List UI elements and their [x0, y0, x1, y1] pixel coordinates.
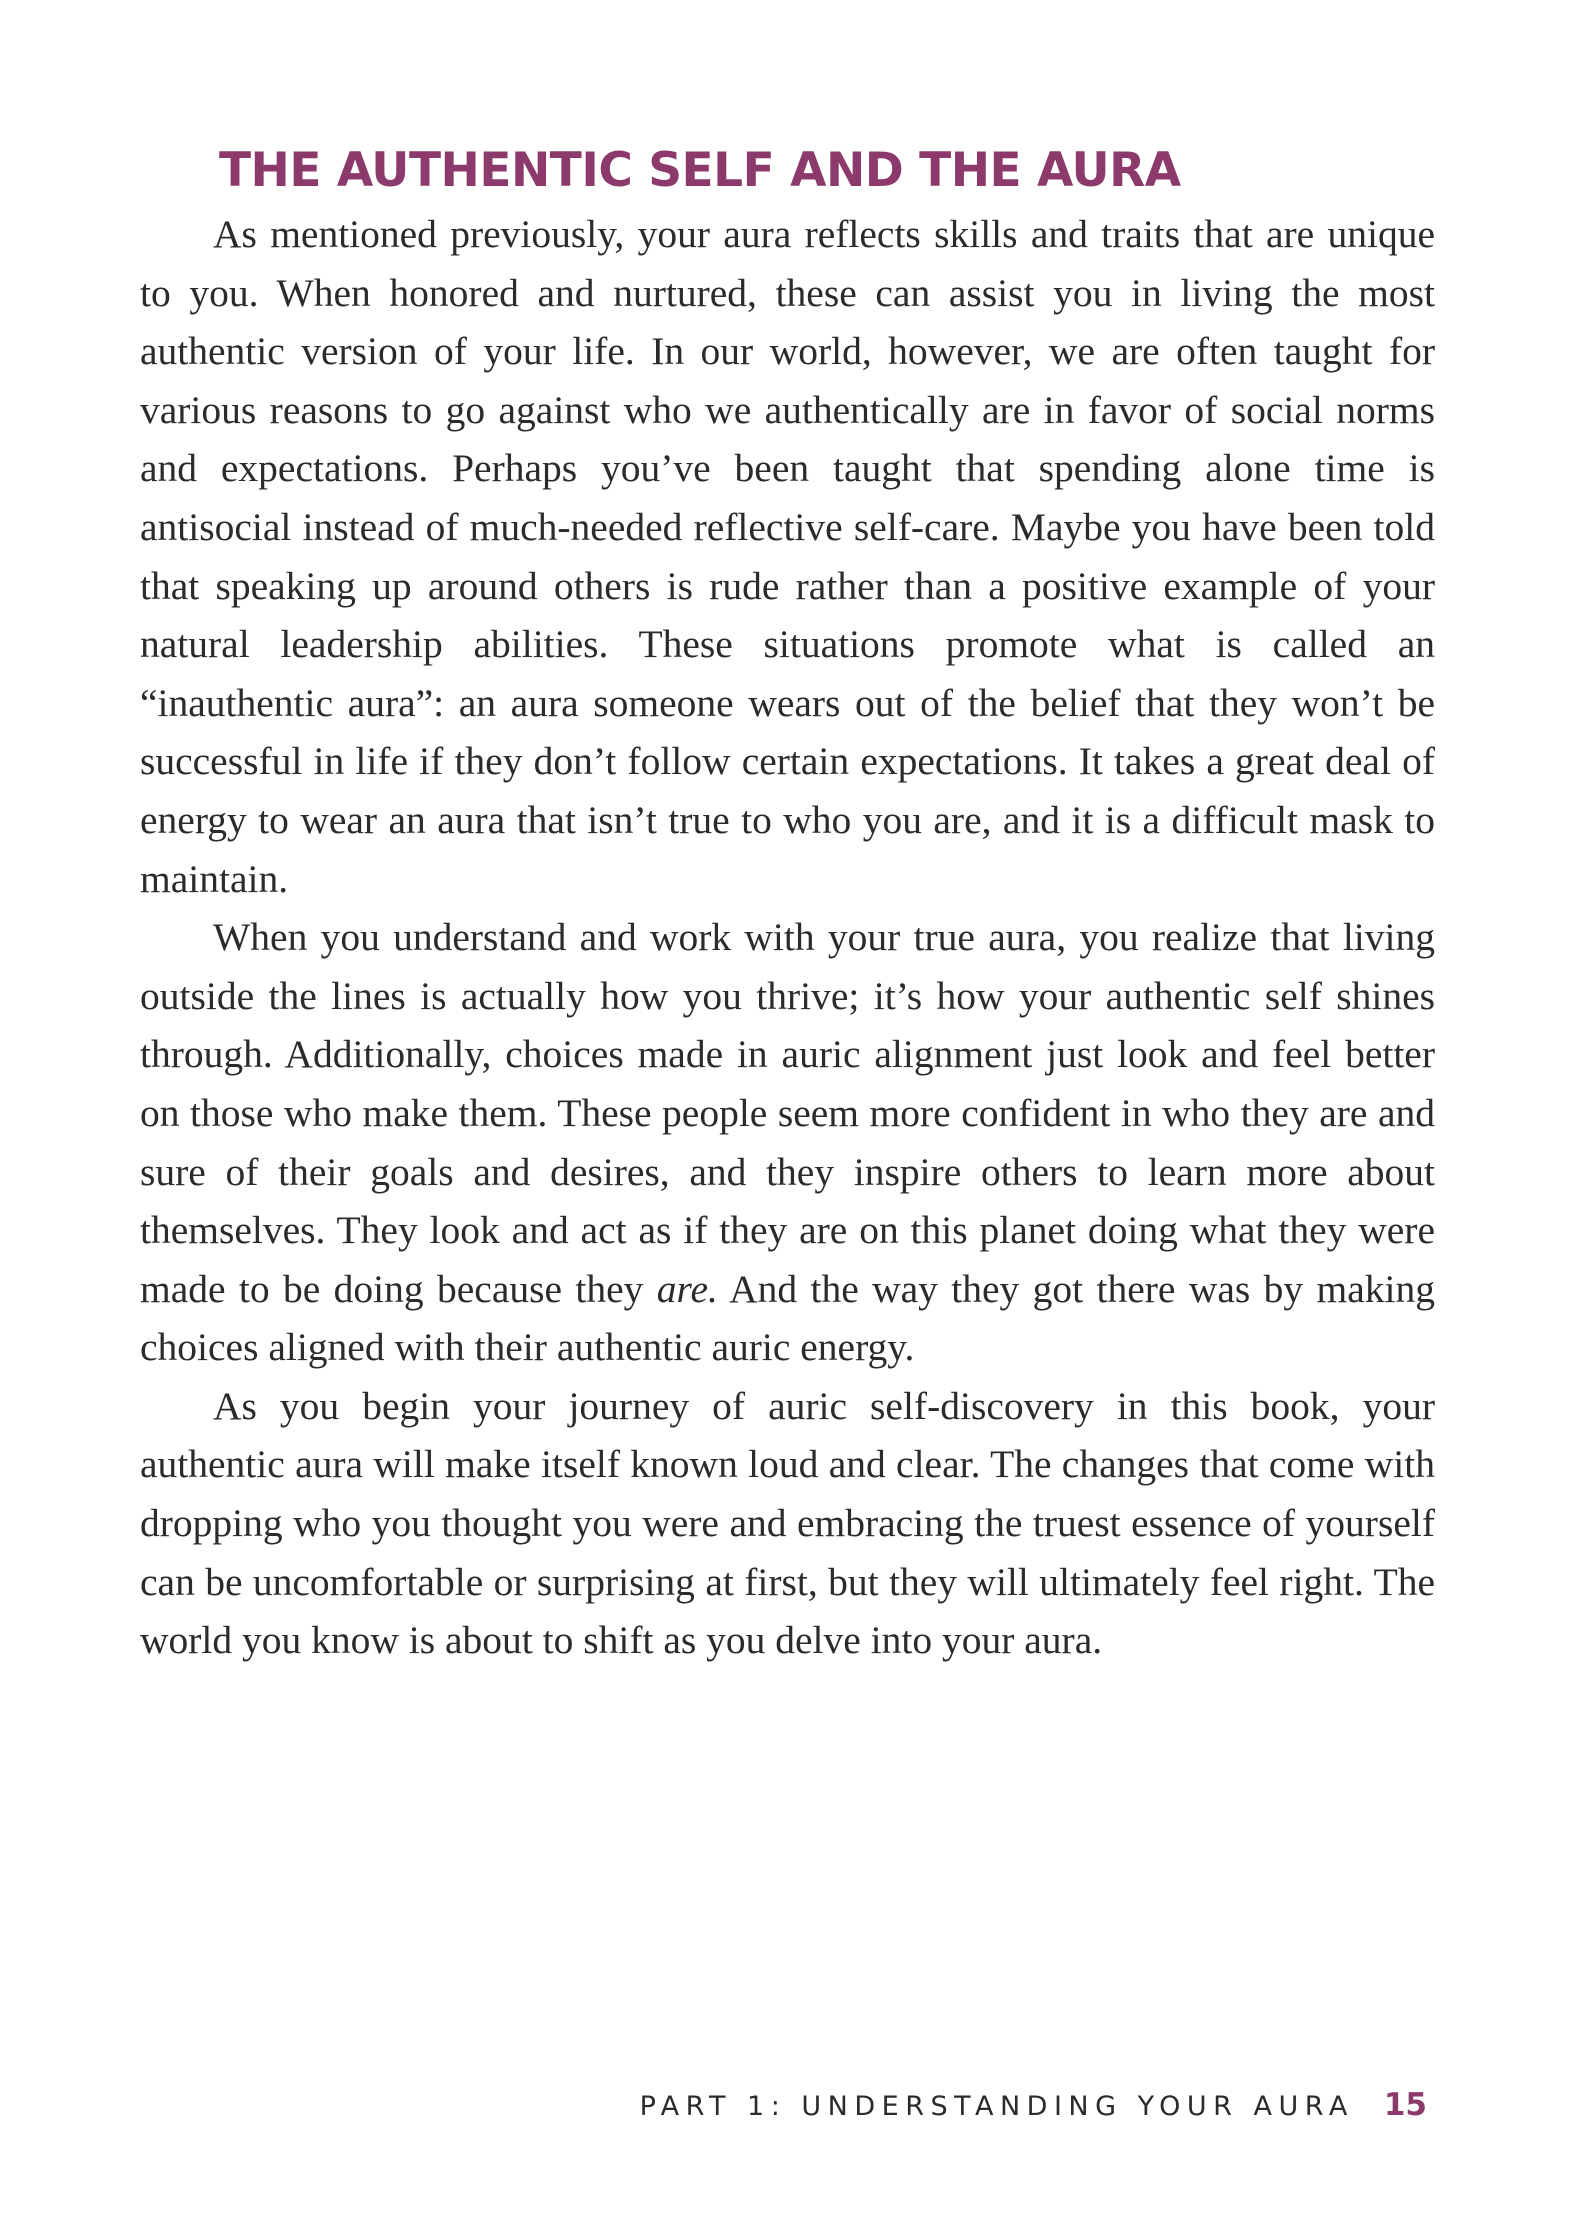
section-heading: THE AUTHENTIC SELF AND THE AURA	[219, 143, 1181, 198]
paragraph-3: As you begin your journey of auric self-discovery in this book, your authentic aura will make itself known loud and clear. The changes that come with dropping who you thought you were and embracing the truest essence of yourself can be uncomfortable or surprising at first, but they will ultimately feel right. The world you know is about to shift as you delve into your aura.	[140, 1383, 1435, 1663]
body-text	[140, 205, 1435, 1670]
page-number: 15	[1383, 2087, 1427, 2123]
paragraph-2-text-before: When you understand and work with your true aura, you realize that living outside the lines is actually how you thrive; it’s how your authentic self shines through. Additionally, choices made in auric alignment just look and feel better on those who make them. These people seem more confident in who they are and sure of their goals and desires, and they inspire others to learn more about themselves. They look and act as if they are on this planet doing what they were made to be doing because they	[140, 915, 1435, 1311]
paragraph-2-text-after: And the way they got there was by making choices aligned with their authentic auric energy.	[140, 1266, 1436, 1370]
paragraph-2-emphasis: are.	[656, 1266, 718, 1311]
paragraph-2	[140, 908, 1435, 1377]
page-footer	[640, 2087, 1427, 2123]
paragraph-1: As mentioned previously, your aura reflects skills and traits that are unique to you. When honored and nurtured, these can assist you in living the most authentic version of your life. In our world, however, we are often taught for various reasons to go against who we authentically are in favor of social norms and expectations. Perhaps you’ve been taught that spending alone time is antisocial instead of much-needed reflective self-care. Maybe you have been told that speaking up around others is rude rather than a positive example of your natural leadership abilities. These situations promote what is called an “inauthentic aura”: an aura someone wears out of the belief that they won’t be successful in life if they don’t follow certain expectations. It takes a great deal of energy to wear an aura that isn’t true to who you are, and it is a difficult mask to maintain.	[140, 212, 1435, 901]
running-head: PART 1: UNDERSTANDING YOUR AURA	[639, 2091, 1354, 2122]
